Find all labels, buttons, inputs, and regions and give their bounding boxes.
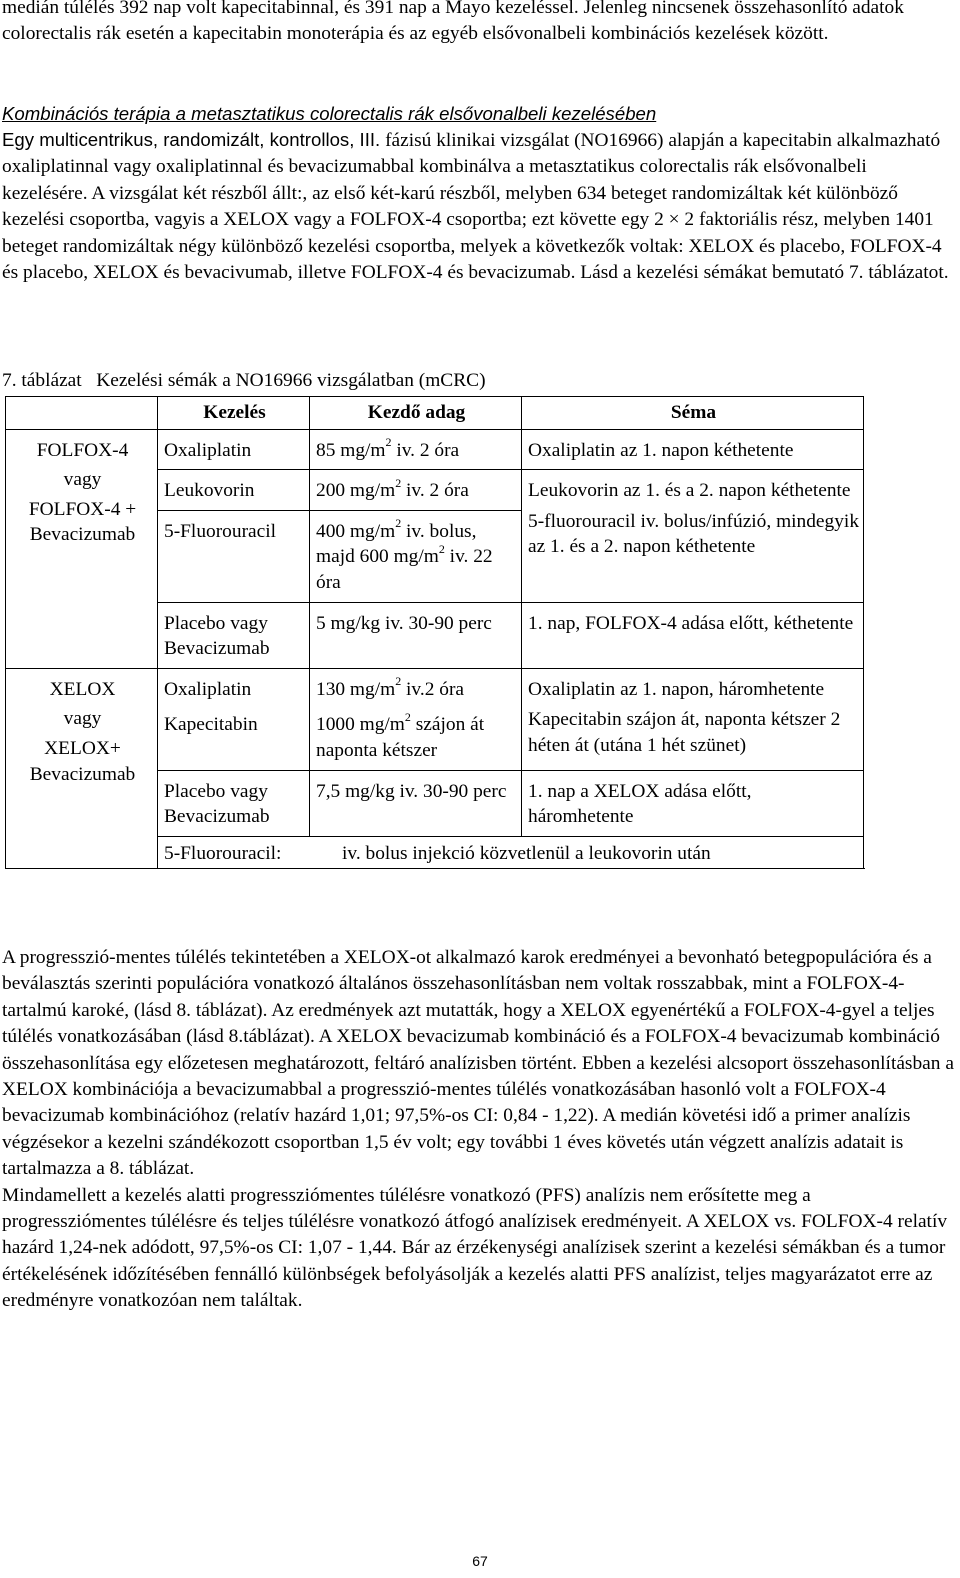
table-row xyxy=(6,429,864,470)
results-paragraph: A progresszió-mentes túlélés tekintetében a XELOX-ot alkalmazó karok eredményei a bevonható betegpopulációra és a beválasztás szerinti populációra vonatkozó általános összehasonlításban nem voltak rosszabbak, mint a FOLFOX-4-tartalmú karoké, (lásd 8. táblázat). Az eredmények azt mutatták, hogy a XELOX egyenértékű a FOLFOX-4-gyel a teljes túlélés vonatkozásában (lásd 8.táblázat). A XELOX bevacizumab kombináció és a FOLFOX-4 bevacizumab kombináció összehasonlítása egy előzetesen meghatározott, feltáró analízisben történt. Ebben a kezelési alcsoport összehasonlításban a XELOX kombinációja a bevacizumabbal a progresszió-mentes túlélés vonatkozásában hasonló volt a FOLFOX-4 bevacizumab kombinációhoz (relatív hazárd 1,01; 97,5%-os CI: 0,84 - 1,22). A medián követési idő a primer analízis végzésekor a kezelni szándékozott csoportban 1,5 év volt; egy további 1 éves követés után végzett analízis adatait is tartalmazza a 8. táblázat. xyxy=(2,947,954,1180)
trial-lead-phrase: Egy multicentrikus, randomizált, kontrollos, III. xyxy=(2,129,381,150)
footnote-text: iv. bolus injekció közvetlenül a leukovorin után xyxy=(342,842,711,864)
section-heading: Kombinációs terápia a metasztatikus colorectalis rák elsővonalbeli kezelésében xyxy=(2,103,657,124)
table-footnote xyxy=(158,836,864,869)
dose-cell: 85 $mg/m^2$ iv. 2 óra xyxy=(310,429,522,470)
dose-cell: 200 $mg/m^2$ iv. 2 óra xyxy=(310,470,522,511)
intro-paragraph: medián túlélés 392 nap volt kapecitabinnal, és 391 nap a Mayo kezeléssel. Jelenleg nincsenek összehasonlító adatok colorectalis rák esetén a kapecitabin monoterápia és az egyéb elsővonalbeli kombinációs kezelések között. xyxy=(2,0,904,45)
dose-cell: 5 mg/kg iv. 30-90 perc xyxy=(310,602,522,668)
drug-cell: 5-Fluorouracil xyxy=(158,510,310,602)
drug-cell: Oxaliplatin Kapecitabin xyxy=(158,668,310,770)
schedule-cell: 1. nap a XELOX adása előtt, háromhetente xyxy=(522,770,864,836)
header-dose: Kezdő adag xyxy=(310,397,522,430)
table-caption: 7. táblázat Kezelési sémák a NO16966 vizsgálatban (mCRC) xyxy=(2,370,486,391)
schedule-cell: Oxaliplatin az 1. napon kéthetente xyxy=(522,429,864,470)
schedule-cell: Oxaliplatin az 1. napon, háromhetente Kapecitabin szájon át, naponta kétszer 2 héten át (utána 1 hét szünet) xyxy=(522,668,864,770)
dose-cell: 7,5 mg/kg iv. 30-90 perc xyxy=(310,770,522,836)
drug-cell: Oxaliplatin xyxy=(158,429,310,470)
dose-cell: 130 $mg/m^2$ iv.2 óra 1000 $mg/m^2$ szájon át naponta kétszer xyxy=(310,668,522,770)
drug-cell: Leukovorin xyxy=(158,470,310,511)
footnote-label: 5-Fluorouracil: xyxy=(164,842,282,864)
trial-description-text: fázisú klinikai vizsgálat (NO16966) alapján a kapecitabin alkalmazható oxaliplatinnal vagy oxaliplatinnal és bevacizumabbal kombinálva a metasztatikus colorectalis rák elsővonalbeli kezelésére. A vizsgálat két részből állt:, az első két-karú részből, melyben 634 beteget randomizáltak két különböző kezelési csoportba, vagyis a XELOX vagy a FOLFOX-4 csoportba; ezt követte egy 2 × 2 faktoriális rész, melyben 1401 beteget randomizáltak négy különböző kezelési csoportba, melyek a következők voltak: XELOX és placebo, FOLFOX-4 és placebo, XELOX és bevacivumab, illetve FOLFOX-4 és bevacizumab. Lásd a kezelési sémákat bemutató 7. táblázatot. xyxy=(2,130,949,284)
dose-cell: 400 $mg/m^2$ iv. bolus, majd 600 $mg/m^2$ iv. 22 óra xyxy=(310,510,522,602)
table-header-row xyxy=(6,397,864,430)
schedule-cell: Leukovorin az 1. és a 2. napon kéthetente 5-fluorouracil iv. bolus/infúzió, mindegyik az 1. és a 2. napon kéthetente xyxy=(522,470,864,602)
trial-description-paragraph xyxy=(2,127,956,286)
page-number: 67 xyxy=(472,1553,488,1569)
arm-xelox: XELOX vagy XELOX+ Bevacizumab xyxy=(6,668,158,869)
header-drug: Kezelés xyxy=(158,397,310,430)
header-empty-cell xyxy=(6,397,158,430)
drug-cell: Placebo vagy Bevacizumab xyxy=(158,602,310,668)
table-row xyxy=(6,668,864,770)
regimen-table xyxy=(5,396,864,869)
final-paragraph: Mindamellett a kezelés alatti progressziómentes túlélésre vonatkozó (PFS) analízis nem erősítette meg a progressziómentes túlélésre és teljes túlélésre vonatkozó átfogó analízisek eredményeit. A XELOX vs. FOLFOX-4 relatív hazárd 1,24-nek adódott, 97,5%-os CI: 1,07 - 1,44. Bár az érzékenységi analízisek szerint a kezelési sémákban és a tumor értékelésének időzítésében fennálló különbségek befolyásolják a kezelés alatti PFS analízist, teljes magyarázatot erre az eredményre vonatkozóan nem találtak. xyxy=(2,1184,948,1312)
drug-cell: Placebo vagy Bevacizumab xyxy=(158,770,310,836)
results-section xyxy=(2,945,956,1315)
header-schedule: Séma xyxy=(522,397,864,430)
arm-folfox: FOLFOX-4 vagy FOLFOX-4 + Bevacizumab xyxy=(6,429,158,668)
schedule-cell: 1. nap, FOLFOX-4 adása előtt, kéthetente xyxy=(522,602,864,668)
